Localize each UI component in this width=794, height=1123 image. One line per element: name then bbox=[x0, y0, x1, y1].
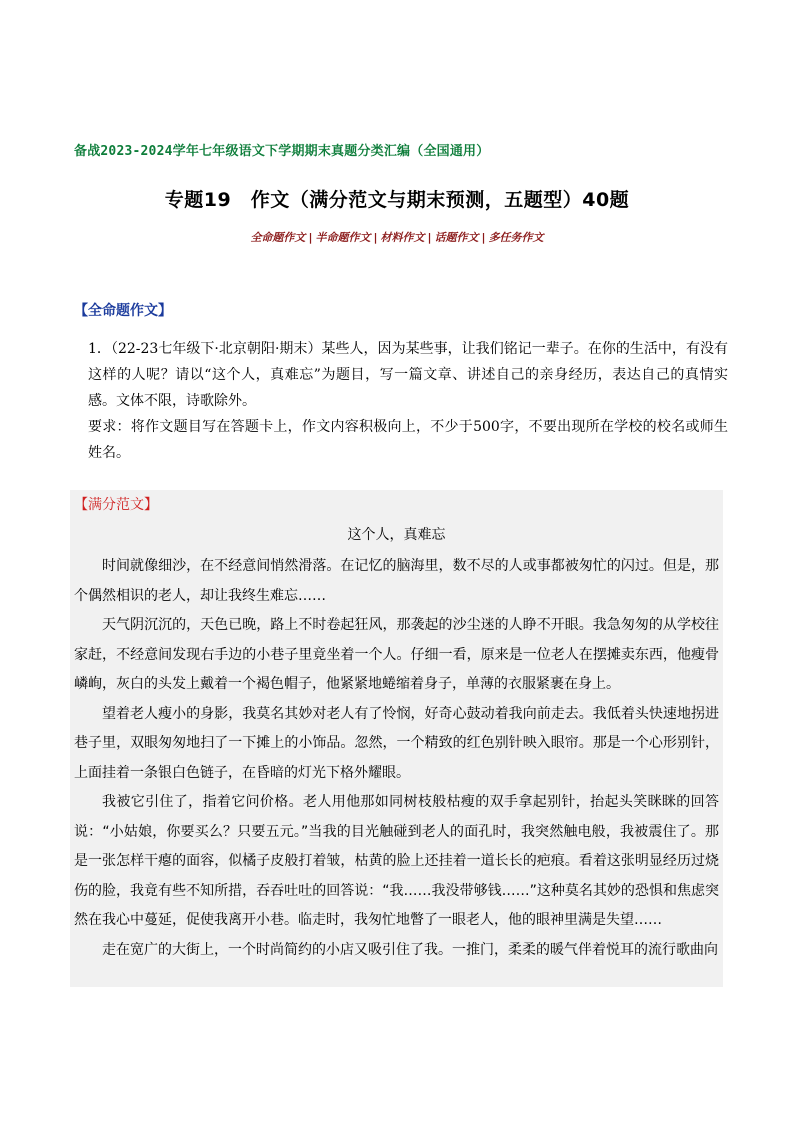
category-item: 多任务作文 bbox=[488, 231, 544, 244]
category-separator: | bbox=[373, 231, 378, 244]
essay-paragraph: 时间就像细沙，在不经意间悄然滑落。在记忆的脑海里，数不尽的人或事都被匆忙的闪过。但是，那个偶然相识的老人，却让我终生难忘…… bbox=[74, 558, 719, 604]
model-essay-box bbox=[70, 490, 723, 987]
category-item: 半命题作文 bbox=[315, 231, 371, 244]
section-heading: 【全命题作文】 bbox=[74, 303, 172, 319]
category-item: 材料作文 bbox=[380, 231, 425, 244]
series-title: 备战2023-2024学年七年级语文下学期期末真题分类汇编（全国通用） bbox=[74, 144, 490, 159]
question-number: 1． bbox=[88, 341, 111, 357]
category-separator: | bbox=[427, 231, 432, 244]
essay-label: 【满分范文】 bbox=[74, 497, 158, 513]
question-block bbox=[88, 336, 728, 466]
essay-body bbox=[74, 552, 719, 965]
essay-title: 这个人，真难忘 bbox=[347, 527, 446, 543]
question-source: （22-23七年级下·北京朝阳·期末） bbox=[110, 341, 322, 357]
question-requirement: 要求：将作文题目写在答题卡上，作文内容积极向上，不少于500字，不要出现所在学校的校名或师生姓名。 bbox=[88, 419, 728, 461]
question-prompt bbox=[88, 336, 728, 414]
essay-paragraph: 望着老人瘦小的身影，我莫名其妙对老人有了怜悯，好奇心鼓动着我向前走去。我低着头快速地拐进巷子里，双眼匆匆地扫了一下摊上的小饰品。忽然，一个精致的红色别针映入眼帘。那是一个心形别针，上面挂着一条银白色链子，在昏暗的灯光下格外耀眼。 bbox=[74, 705, 719, 781]
page-title: 专题19 作文（满分范文与期末预测，五题型）40题 bbox=[164, 189, 630, 211]
essay-paragraph: 走在宽广的大街上，一个时尚简约的小店又吸引住了我。一推门，柔柔的暖气伴着悦耳的流行歌曲向 bbox=[102, 941, 718, 958]
category-item: 话题作文 bbox=[434, 231, 479, 244]
category-list bbox=[0, 229, 794, 245]
category-separator: | bbox=[481, 231, 486, 244]
category-separator: | bbox=[308, 231, 313, 244]
essay-paragraph: 天气阴沉沉的，天色已晚，路上不时卷起狂风，那袭起的沙尘迷的人睁不开眼。我急匆匆的从学校往家赶，不经意间发现右手边的小巷子里竟坐着一个人。仔细一看，原来是一位老人在摆摊卖东西，他瘦骨嶙峋，灰白的头发上戴着一个褐色帽子，他紧紧地蜷缩着身子，单薄的衣服紧裹在身上。 bbox=[74, 617, 719, 692]
essay-paragraph: 我被它引住了，指着它问价格。老人用他那如同树枝般枯瘦的双手拿起别针，抬起头笑眯眯的回答说：“小姑娘，你要买么？只要五元。”当我的目光触碰到老人的面孔时，我突然触电般，我被震住了。那是一张怎样干瘪的面容，似橘子皮般打着皱，枯黄的脸上还挂着一道长长的疤痕。看着这张明显经历过烧伤的脸，我竟有些不知所措，吞吞吐吐的回答说：“我……我没带够钱……”这种莫名其妙的恐惧和焦虑突然在我心中蔓延，促使我离开小巷。临走时，我匆忙地瞥了一眼老人，他的眼神里满是失望…… bbox=[74, 794, 719, 928]
question-text: 某些人，因为某些事，让我们铭记一辈子。在你的生活中，有没有这样的人呢？请以“这个人，真难忘”为题目，写一篇文章、讲述自己的亲身经历，表达自己的真情实感。文体不限，诗歌除外。 bbox=[88, 341, 728, 409]
category-item: 全命题作文 bbox=[250, 231, 306, 244]
